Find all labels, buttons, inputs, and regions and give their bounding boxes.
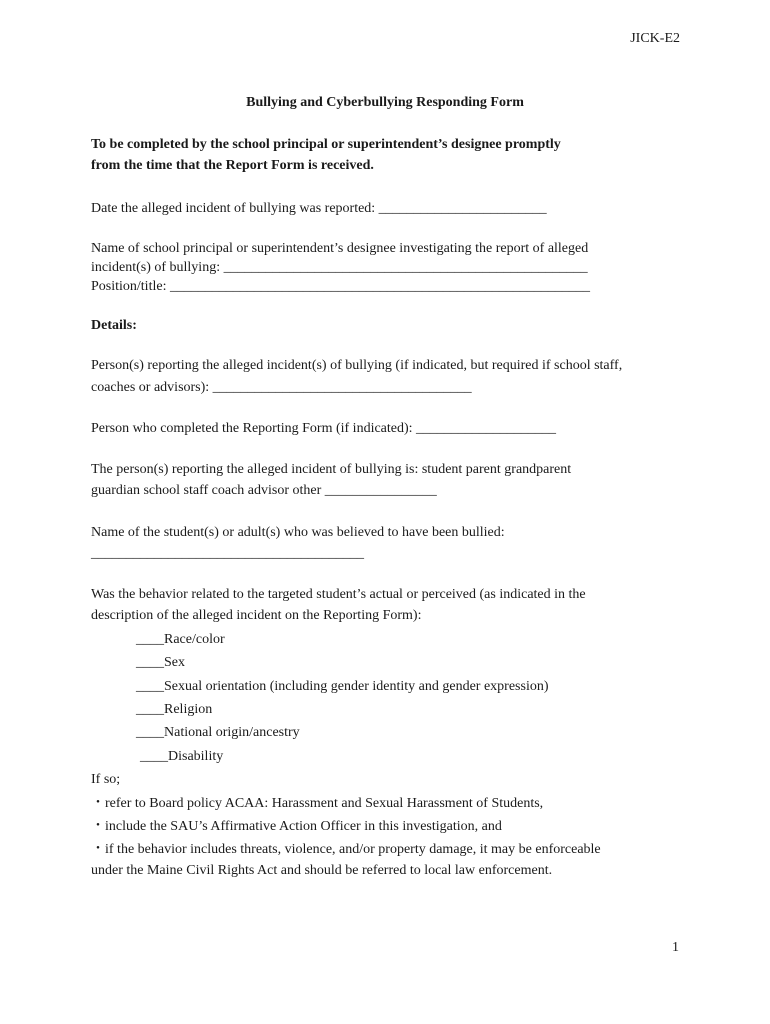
behavior-question-line-1: Was the behavior related to the targeted student’s actual or perceived (as indicated in the: [91, 587, 586, 602]
completed-by-field: Person who completed the Reporting Form (if indicated): ____________________: [91, 421, 557, 436]
reporter-type-line-2: guardian school staff coach advisor other ________________: [91, 483, 437, 498]
victim-name-field: _______________________________________: [91, 546, 364, 561]
reporter-type-line-1: The person(s) reporting the alleged incident of bullying is: student parent grandparent: [91, 462, 572, 477]
intro-line-1: To be completed by the school principal or superintendent’s designee promptly: [91, 137, 561, 152]
action-item: ・refer to Board policy ACAA: Harassment and Sexual Harassment of Students,: [91, 796, 544, 811]
investigator-field: incident(s) of bullying: ____________________________________________________: [91, 260, 588, 275]
category-item: ____Race/color: [136, 632, 225, 647]
behavior-question-line-2: description of the alleged incident on the Reporting Form):: [91, 608, 422, 623]
category-item: ____National origin/ancestry: [136, 725, 300, 740]
category-item: ____Sexual orientation (including gender identity and gender expression): [136, 679, 549, 694]
document-code: JICK-E2: [630, 31, 680, 46]
position-title-field: Position/title: ____________________________________________________________: [91, 279, 590, 294]
action-item-continuation: under the Maine Civil Rights Act and should be referred to local law enforcement.: [91, 863, 553, 878]
investigator-line-1: Name of school principal or superintendent’s designee investigating the report of alleged: [91, 241, 589, 256]
action-item: ・include the SAU’s Affirmative Action Officer in this investigation, and: [91, 819, 502, 834]
if-so-label: If so;: [91, 772, 121, 787]
action-item: ・if the behavior includes threats, violence, and/or property damage, it may be enforceable: [91, 842, 601, 857]
date-reported-field: Date the alleged incident of bullying was reported: ________________________: [91, 201, 547, 216]
persons-reporting-line-1: Person(s) reporting the alleged incident(s) of bullying (if indicated, but required if school staff,: [91, 358, 623, 373]
category-item: ____Disability: [140, 749, 224, 764]
persons-reporting-field: coaches or advisors): _____________________________________: [91, 380, 472, 395]
category-item: ____Religion: [136, 702, 213, 717]
victim-name-label: Name of the student(s) or adult(s) who was believed to have been bullied:: [91, 525, 505, 540]
details-heading: Details:: [91, 318, 137, 333]
form-title: Bullying and Cyberbullying Responding Form: [246, 95, 524, 110]
page-number: 1: [672, 940, 679, 955]
category-item: ____Sex: [136, 655, 185, 670]
intro-line-2: from the time that the Report Form is received.: [91, 158, 374, 173]
